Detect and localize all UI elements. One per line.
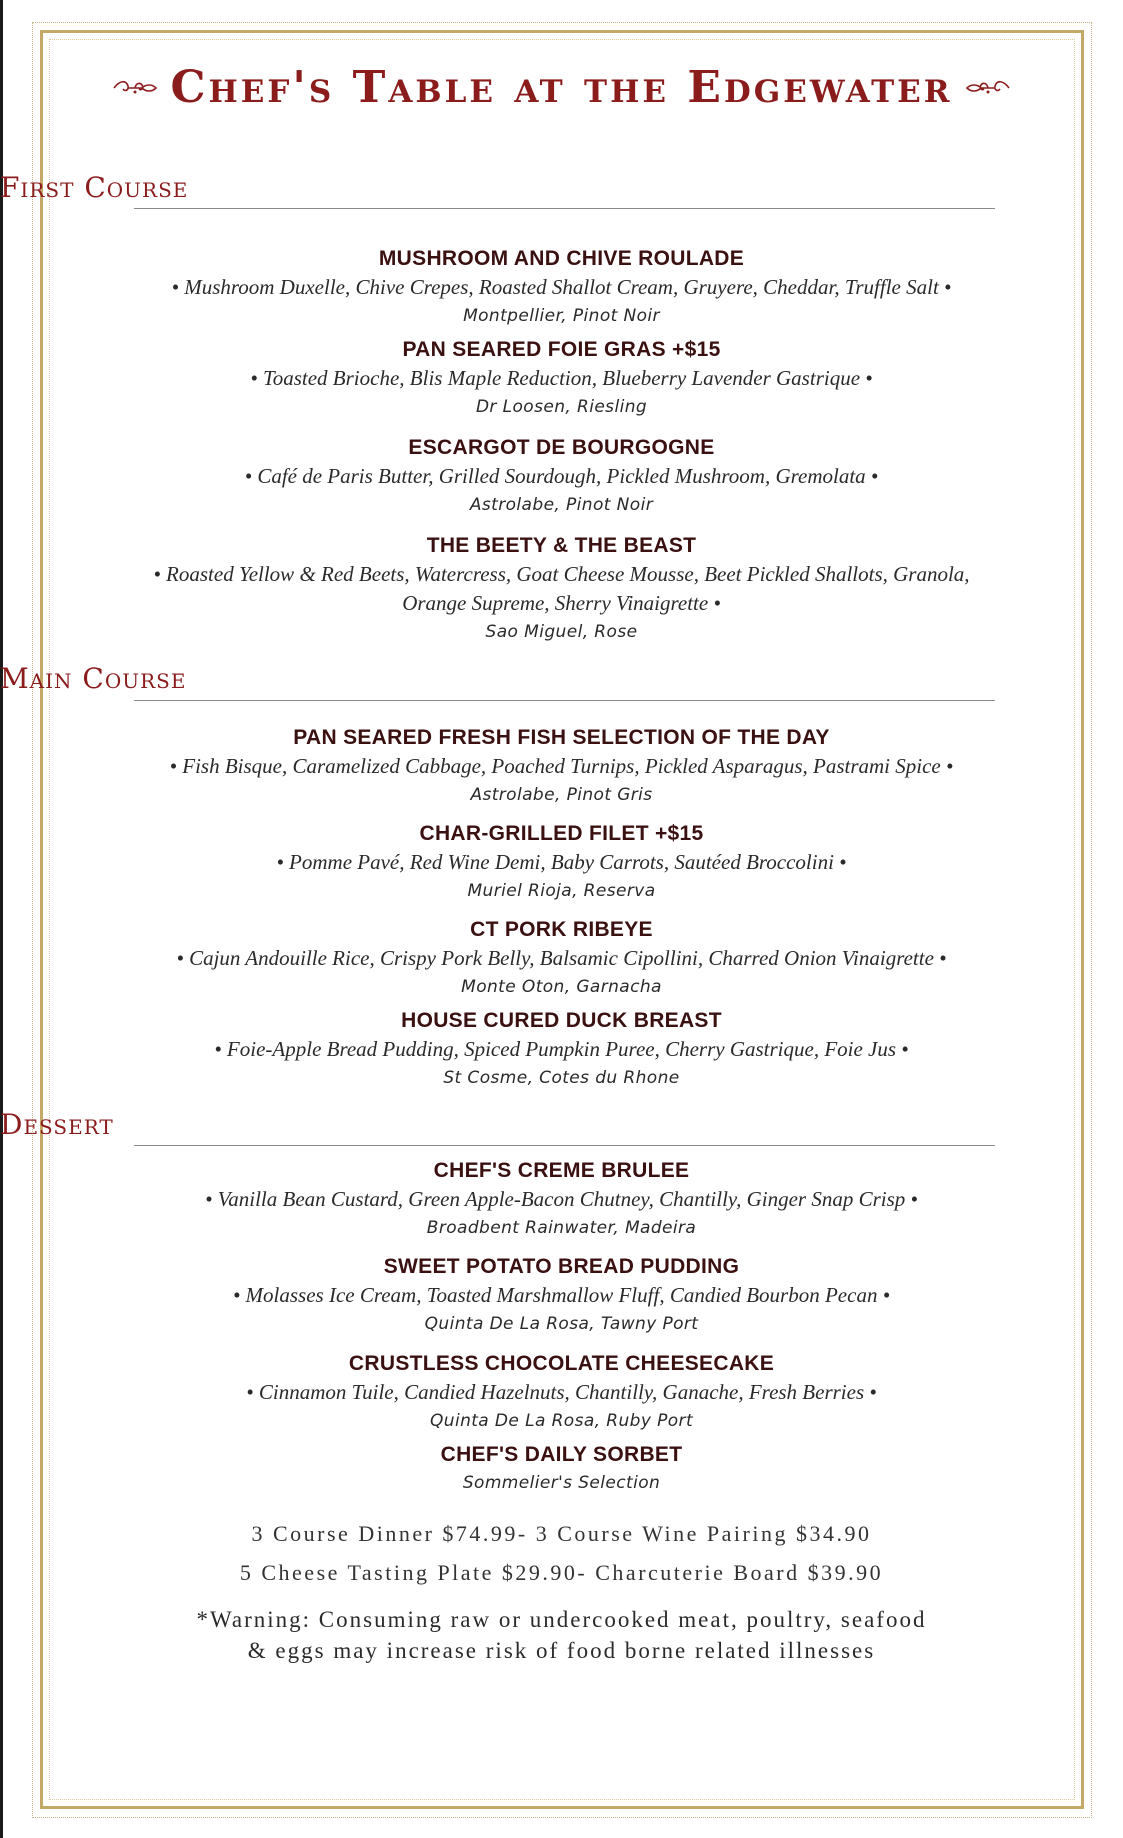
dish-name: PAN SEARED FOIE GRAS +$15 <box>402 338 721 361</box>
dish-name: CHAR-GRILLED FILET +$15 <box>419 822 704 845</box>
wine-pairing: Sommelier's Selection <box>462 1473 661 1493</box>
dish-description: • Mushroom Duxelle, Chive Crepes, Roasted Shallot Cream, Gruyere, Cheddar, Truffle Salt • <box>171 275 952 299</box>
wine-pairing: Sao Miguel, Rose <box>485 622 638 642</box>
menu-item <box>0 244 1123 331</box>
dish-name: CHEF'S CREME BRULEE <box>433 1159 690 1182</box>
warning-line: & eggs may increase risk of food borne related illnesses <box>247 1638 876 1663</box>
menu-item <box>0 433 1123 520</box>
menu-item <box>0 1440 1123 1498</box>
dish-name: MUSHROOM AND CHIVE ROULADE <box>378 247 745 270</box>
course-title: Dessert <box>0 1108 114 1141</box>
dish-description: • Cajun Andouille Rice, Crispy Pork Belly, Balsamic Cipollini, Charred Onion Vinaigrette • <box>176 946 947 970</box>
health-warning <box>0 1604 1123 1666</box>
dish-description: • Pomme Pavé, Red Wine Demi, Baby Carrots, Sautéed Broccolini • <box>276 850 847 874</box>
section-divider <box>134 700 995 701</box>
menu-item <box>0 531 1123 647</box>
main-course-heading <box>0 661 1123 697</box>
dish-description: • Vanilla Bean Custard, Green Apple-Bacon Chutney, Chantilly, Ginger Snap Crisp • <box>205 1187 918 1211</box>
menu-item <box>0 915 1123 1002</box>
dish-description: Orange Supreme, Sherry Vinaigrette • <box>402 591 721 615</box>
scroll-flourish-icon <box>112 78 158 98</box>
menu-item <box>0 1252 1123 1339</box>
menu-item <box>0 1156 1123 1243</box>
wine-pairing: Broadbent Rainwater, Madeira <box>426 1218 697 1238</box>
dish-description: • Roasted Yellow & Red Beets, Watercress, Goat Cheese Mousse, Beet Pickled Shallots, Granola, <box>153 562 970 586</box>
menu-item <box>0 723 1123 810</box>
scroll-flourish-icon <box>965 78 1011 98</box>
menu-title: Chef's Table at the Edgewater <box>170 62 953 113</box>
dish-name: SWEET POTATO BREAD PUDDING <box>383 1255 740 1278</box>
wine-pairing: Astrolabe, Pinot Noir <box>469 495 654 515</box>
wine-pairing: St Cosme, Cotes du Rhone <box>443 1068 680 1088</box>
wine-pairing: Monte Oton, Garnacha <box>461 977 662 997</box>
dish-name: CT PORK RIBEYE <box>470 918 653 941</box>
dish-description: • Café de Paris Butter, Grilled Sourdough, Pickled Mushroom, Gremolata • <box>244 464 879 488</box>
dish-description: • Cinnamon Tuile, Candied Hazelnuts, Chantilly, Ganache, Fresh Berries • <box>246 1380 877 1404</box>
wine-pairing: Dr Loosen, Riesling <box>475 397 648 417</box>
pricing-line: 5 Cheese Tasting Plate $29.90- Charcuterie Board $39.90 <box>239 1560 884 1585</box>
course-title: First Course <box>0 171 189 204</box>
dish-description: • Foie-Apple Bread Pudding, Spiced Pumpkin Puree, Cherry Gastrique, Foie Jus • <box>214 1037 909 1061</box>
first-course-heading <box>0 170 1123 206</box>
dish-name: THE BEETY & THE BEAST <box>426 534 697 557</box>
wine-pairing: Astrolabe, Pinot Gris <box>470 785 653 805</box>
menu-item <box>0 335 1123 422</box>
wine-pairing: Quinta De La Rosa, Tawny Port <box>424 1314 699 1334</box>
dish-name: PAN SEARED FRESH FISH SELECTION OF THE DAY <box>293 726 830 749</box>
course-title: Main Course <box>0 662 187 695</box>
menu-item <box>0 819 1123 906</box>
dish-name: CRUSTLESS CHOCOLATE CHEESECAKE <box>348 1352 775 1375</box>
wine-pairing: Muriel Rioja, Reserva <box>467 881 656 901</box>
wine-pairing: Quinta De La Rosa, Ruby Port <box>429 1411 694 1431</box>
dish-name: ESCARGOT DE BOURGOGNE <box>408 436 715 459</box>
dish-description: • Molasses Ice Cream, Toasted Marshmallow Fluff, Candied Bourbon Pecan • <box>232 1283 891 1307</box>
warning-line: *Warning: Consuming raw or undercooked meat, poultry, seafood <box>196 1607 927 1632</box>
dessert-heading <box>0 1107 1123 1143</box>
section-divider <box>134 208 995 209</box>
menu-item <box>0 1349 1123 1436</box>
section-divider <box>134 1145 995 1146</box>
pricing-info <box>0 1514 1123 1592</box>
menu-item <box>0 1006 1123 1093</box>
pricing-line: 3 Course Dinner $74.99- 3 Course Wine Pairing $34.90 <box>251 1521 872 1546</box>
wine-pairing: Montpellier, Pinot Noir <box>463 306 660 326</box>
menu-header <box>0 58 1123 118</box>
dish-name: HOUSE CURED DUCK BREAST <box>401 1009 722 1032</box>
dish-description: • Toasted Brioche, Blis Maple Reduction, Blueberry Lavender Gastrique • <box>250 366 873 390</box>
dish-description: • Fish Bisque, Caramelized Cabbage, Poached Turnips, Pickled Asparagus, Pastrami Spice • <box>169 754 954 778</box>
dish-name: CHEF'S DAILY SORBET <box>440 1443 683 1466</box>
